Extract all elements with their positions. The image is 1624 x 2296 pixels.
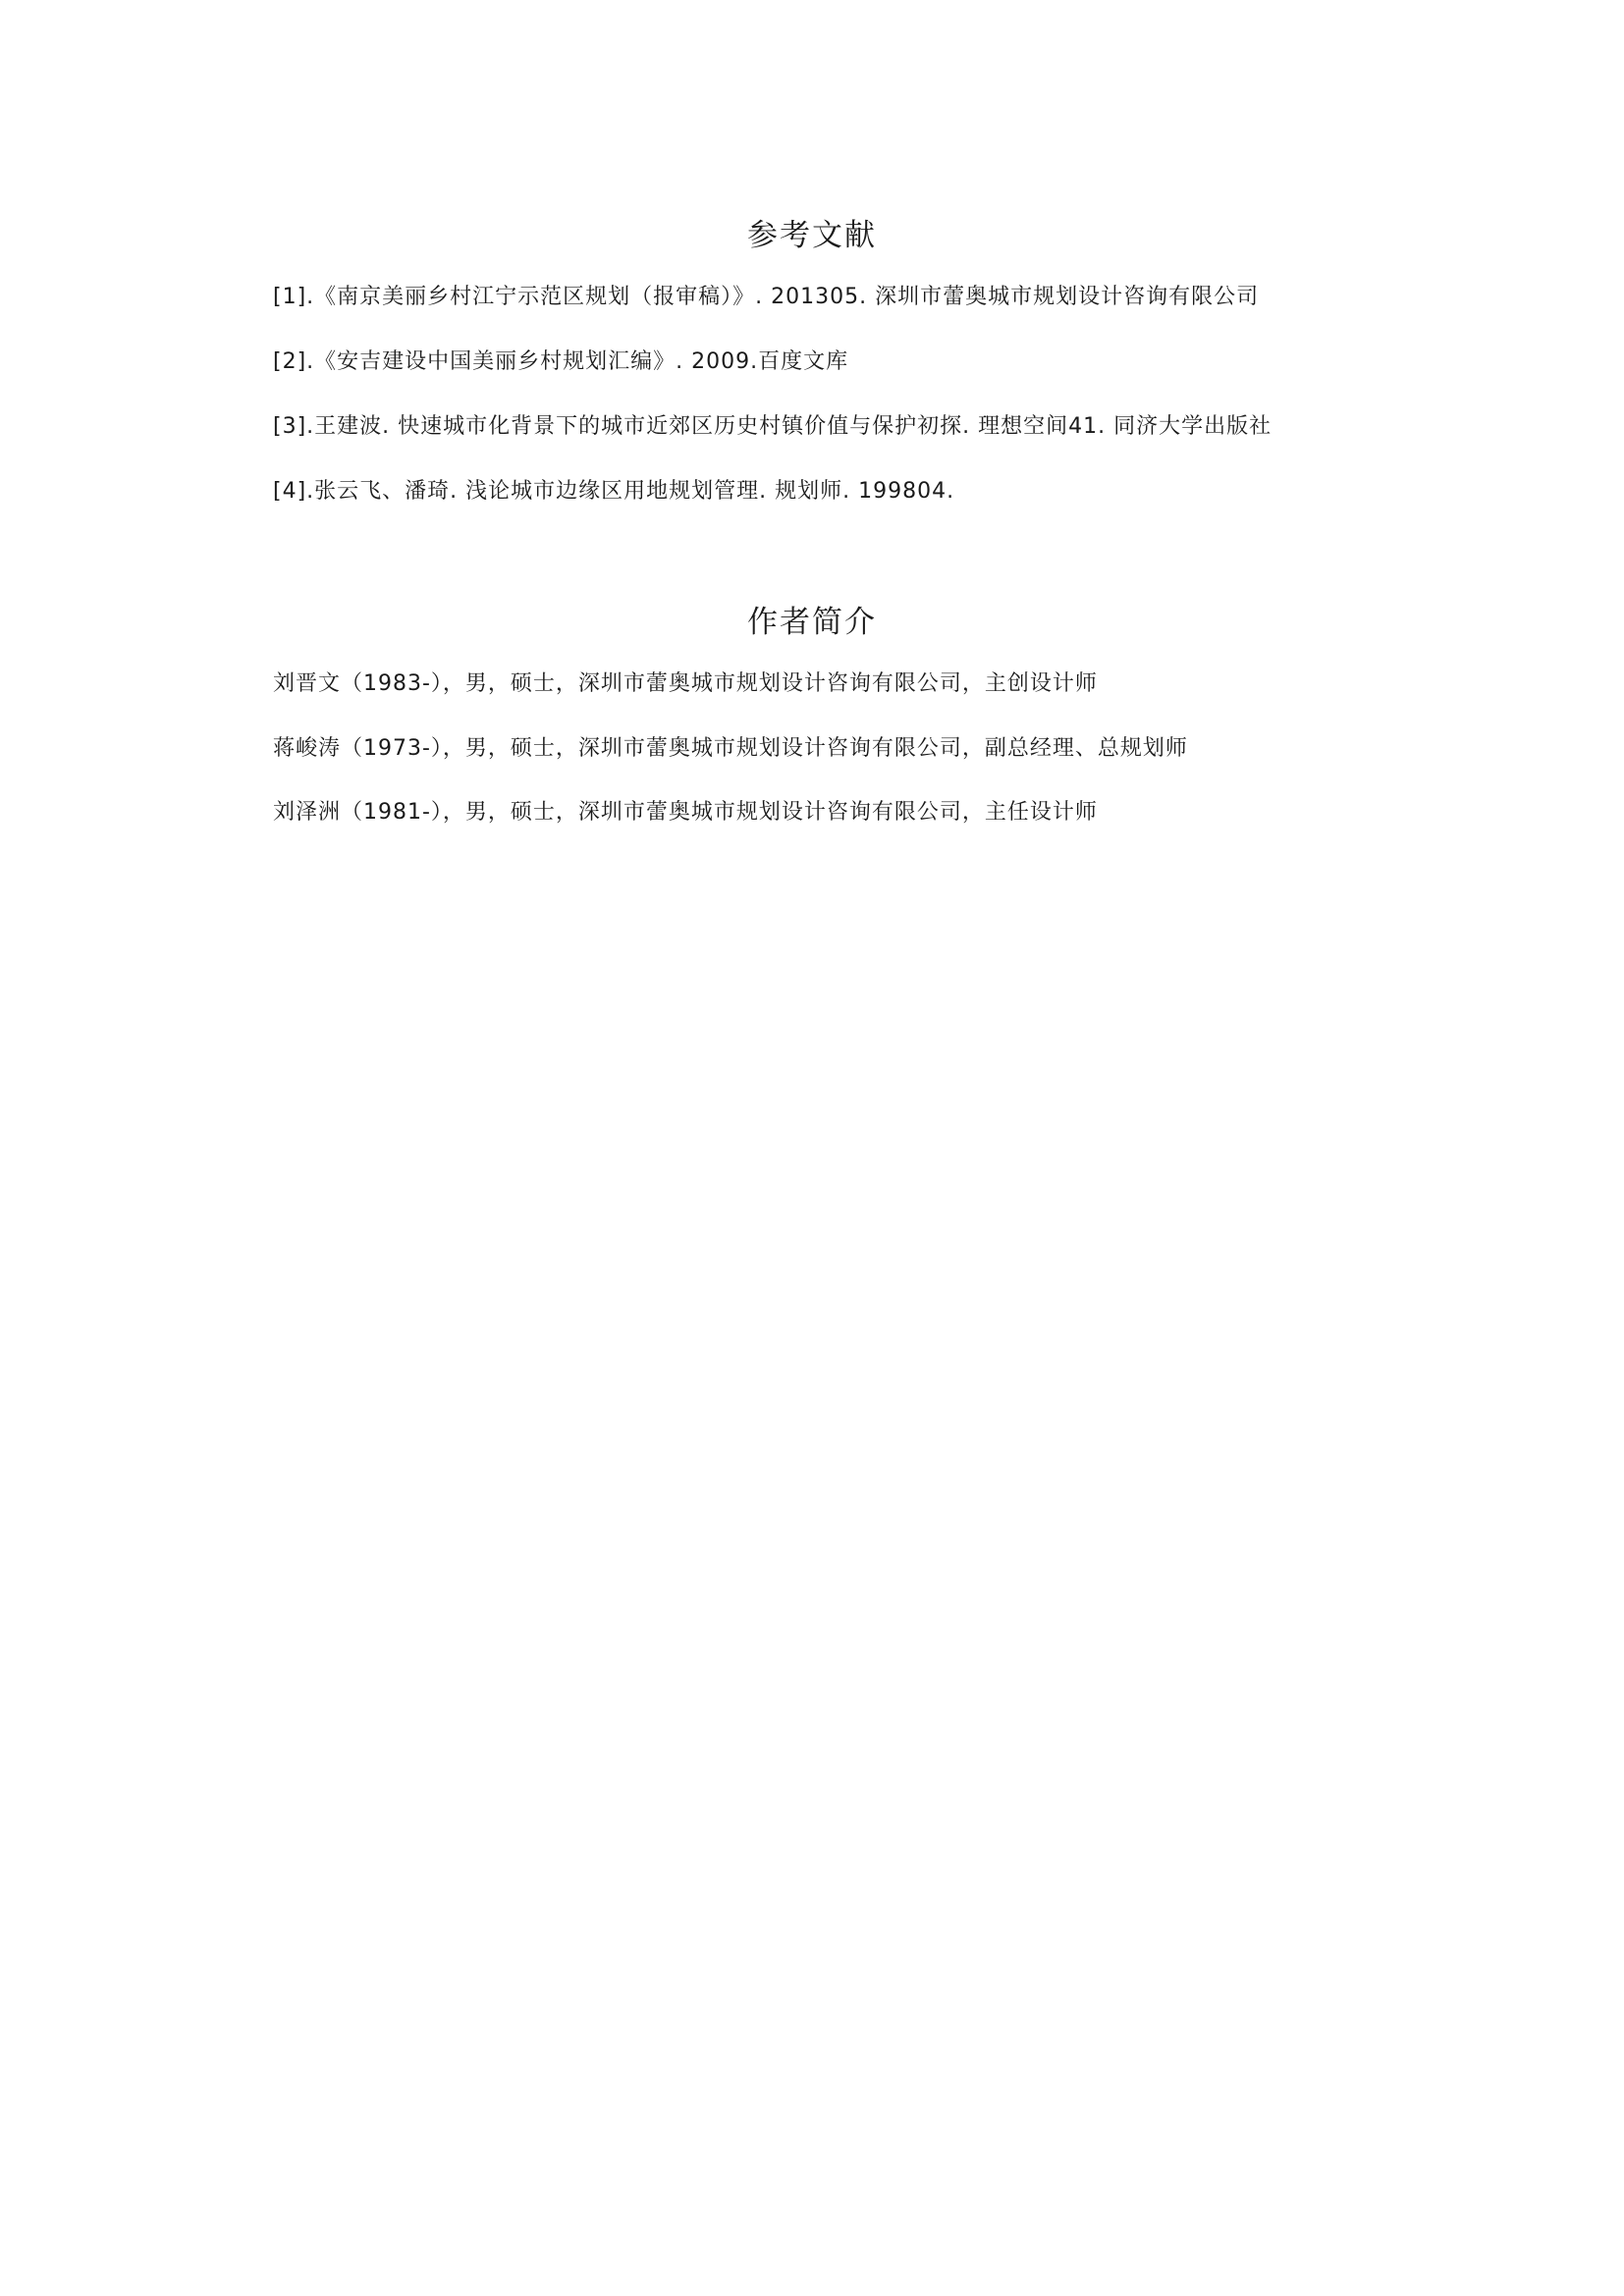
authors-heading: 作者简介 (747, 605, 877, 640)
reference-item-1: [1].《南京美丽乡村江宁示范区规划（报审稿）》. 201305. 深圳市蕾奥城市规划设计咨询有限公司 (273, 285, 1260, 309)
reference-item-2: [2].《安吉建设中国美丽乡村规划汇编》. 2009.百度文库 (273, 349, 849, 374)
references-heading: 参考文献 (747, 218, 877, 253)
author-item-2: 蒋峻涛（1973-），男，硕士，深圳市蕾奥城市规划设计咨询有限公司，副总经理、总规划师 (273, 736, 1188, 761)
reference-item-3: [3].王建波. 快速城市化背景下的城市近郊区历史村镇价值与保护初探. 理想空间41. 同济大学出版社 (273, 414, 1272, 439)
author-item-1: 刘晋文（1983-），男，硕士，深圳市蕾奥城市规划设计咨询有限公司，主创设计师 (273, 671, 1098, 696)
author-item-3: 刘泽洲（1981-），男，硕士，深圳市蕾奥城市规划设计咨询有限公司，主任设计师 (273, 800, 1098, 825)
reference-item-4: [4].张云飞、潘琦. 浅论城市边缘区用地规划管理. 规划师. 199804. (273, 479, 955, 504)
